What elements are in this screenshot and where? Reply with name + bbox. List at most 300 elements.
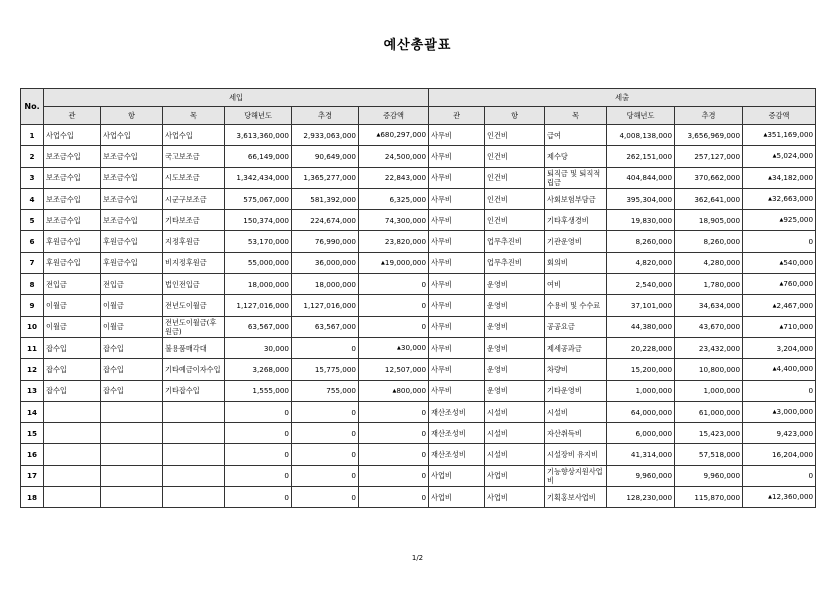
diff-value: 0	[421, 428, 427, 438]
expense-hang-cell: 운영비	[485, 295, 545, 316]
row-number: 9	[21, 295, 44, 316]
income-revised-cell: 0	[292, 423, 359, 444]
expense-revised-cell: 61,000,000	[675, 401, 743, 422]
expense-hang-cell: 인건비	[485, 188, 545, 209]
expense-hang-cell: 인건비	[485, 210, 545, 231]
header-expense-hang: 항	[485, 107, 545, 125]
expense-mok-cell: 기획홍보사업비	[545, 487, 607, 508]
expense-diff-cell	[743, 465, 816, 486]
expense-current-cell: 44,380,000	[607, 316, 675, 337]
expense-revised-cell: 370,662,000	[675, 167, 743, 188]
expense-hang-cell: 업무추진비	[485, 252, 545, 273]
expense-mok-cell: 기관운영비	[545, 231, 607, 252]
income-diff-cell	[359, 359, 429, 380]
decrease-mark-icon: ▲	[772, 153, 777, 160]
income-revised-cell: 15,775,000	[292, 359, 359, 380]
row-number: 15	[21, 423, 44, 444]
row-number: 1	[21, 125, 44, 146]
income-revised-cell: 581,392,000	[292, 188, 359, 209]
expense-hang-cell: 운영비	[485, 380, 545, 401]
expense-gwan-cell: 사무비	[429, 252, 485, 273]
income-diff-cell	[359, 316, 429, 337]
diff-value: 30,000	[400, 343, 427, 353]
expense-current-cell: 15,200,000	[607, 359, 675, 380]
diff-value: 0	[421, 301, 427, 311]
decrease-mark-icon: ▲	[779, 217, 784, 224]
income-revised-cell: 0	[292, 337, 359, 358]
table-row	[21, 359, 816, 380]
income-mok-cell	[163, 487, 225, 508]
table-row	[21, 380, 816, 401]
header-expense-mok: 목	[545, 107, 607, 125]
diff-value: 9,423,000	[776, 428, 814, 438]
table-row	[21, 316, 816, 337]
expense-diff-cell	[743, 274, 816, 295]
table-row	[21, 444, 816, 465]
expense-diff-cell	[743, 210, 816, 231]
expense-mok-cell: 퇴직금 및 퇴직적립금	[545, 167, 607, 188]
expense-current-cell: 20,228,000	[607, 337, 675, 358]
income-current-cell: 575,067,000	[225, 188, 292, 209]
expense-revised-cell: 18,905,000	[675, 210, 743, 231]
income-gwan-cell: 보조금수입	[44, 167, 101, 188]
expense-mok-cell: 기타운영비	[545, 380, 607, 401]
decrease-mark-icon: ▲	[772, 302, 777, 309]
income-gwan-cell: 후원금수입	[44, 252, 101, 273]
expense-revised-cell: 257,127,000	[675, 146, 743, 167]
income-mok-cell: 기타잡수입	[163, 380, 225, 401]
income-gwan-cell: 전입금	[44, 274, 101, 295]
income-mok-cell: 비지정후원금	[163, 252, 225, 273]
income-hang-cell: 후원금수입	[101, 252, 163, 273]
header-expense-gwan: 관	[429, 107, 485, 125]
expense-hang-cell: 인건비	[485, 167, 545, 188]
expense-gwan-cell: 사무비	[429, 295, 485, 316]
header-income-hang: 항	[101, 107, 163, 125]
expense-diff-cell	[743, 444, 816, 465]
expense-hang-cell: 시설비	[485, 423, 545, 444]
income-current-cell: 63,567,000	[225, 316, 292, 337]
income-gwan-cell: 보조금수입	[44, 146, 101, 167]
table-row	[21, 337, 816, 358]
expense-revised-cell: 8,260,000	[675, 231, 743, 252]
header-expense-group: 세출	[429, 89, 816, 107]
income-diff-cell	[359, 188, 429, 209]
income-gwan-cell: 사업수입	[44, 125, 101, 146]
expense-hang-cell: 사업비	[485, 487, 545, 508]
row-number: 17	[21, 465, 44, 486]
row-number: 8	[21, 274, 44, 295]
expense-diff-cell	[743, 380, 816, 401]
expense-mok-cell: 기타후생경비	[545, 210, 607, 231]
expense-revised-cell: 10,800,000	[675, 359, 743, 380]
expense-current-cell: 8,260,000	[607, 231, 675, 252]
income-current-cell: 0	[225, 401, 292, 422]
income-hang-cell: 잡수입	[101, 359, 163, 380]
income-gwan-cell	[44, 465, 101, 486]
decrease-mark-icon: ▲	[772, 366, 777, 373]
income-hang-cell: 사업수입	[101, 125, 163, 146]
income-diff-cell	[359, 210, 429, 231]
diff-value: 3,204,000	[776, 343, 814, 353]
income-diff-cell	[359, 465, 429, 486]
income-mok-cell: 불용품매각대	[163, 337, 225, 358]
expense-diff-cell	[743, 316, 816, 337]
income-hang-cell: 전입금	[101, 274, 163, 295]
expense-mok-cell: 사회보험부담금	[545, 188, 607, 209]
income-gwan-cell	[44, 444, 101, 465]
income-revised-cell: 0	[292, 465, 359, 486]
income-gwan-cell: 이월금	[44, 295, 101, 316]
expense-gwan-cell: 사무비	[429, 337, 485, 358]
decrease-mark-icon: ▲	[768, 196, 772, 203]
diff-value: 760,000	[783, 279, 814, 289]
expense-mok-cell: 여비	[545, 274, 607, 295]
diff-value: 5,024,000	[776, 151, 814, 161]
table-row	[21, 423, 816, 444]
expense-mok-cell: 공공요금	[545, 316, 607, 337]
expense-gwan-cell: 사무비	[429, 316, 485, 337]
row-number: 14	[21, 401, 44, 422]
expense-diff-cell	[743, 146, 816, 167]
income-revised-cell: 0	[292, 487, 359, 508]
income-mok-cell: 시군구보조금	[163, 188, 225, 209]
table-row	[21, 146, 816, 167]
income-current-cell: 3,613,360,000	[225, 125, 292, 146]
diff-value: 0	[808, 471, 814, 481]
page-number: 1/2	[411, 554, 424, 562]
diff-value: 24,500,000	[384, 151, 427, 161]
expense-diff-cell	[743, 401, 816, 422]
budget-summary-table	[20, 88, 816, 508]
expense-mok-cell: 시설비	[545, 401, 607, 422]
decrease-mark-icon: ▲	[768, 174, 772, 181]
income-diff-cell	[359, 252, 429, 273]
expense-current-cell: 395,304,000	[607, 188, 675, 209]
income-mok-cell: 전년도이월금(후원금)	[163, 316, 225, 337]
income-gwan-cell	[44, 423, 101, 444]
expense-current-cell: 9,960,000	[607, 465, 675, 486]
income-mok-cell: 법인전입금	[163, 274, 225, 295]
table-row	[21, 465, 816, 486]
expense-gwan-cell: 사무비	[429, 231, 485, 252]
row-number: 7	[21, 252, 44, 273]
income-mok-cell: 지정후원금	[163, 231, 225, 252]
income-mok-cell: 기타예금이자수입	[163, 359, 225, 380]
expense-current-cell: 4,008,138,000	[607, 125, 675, 146]
income-diff-cell	[359, 125, 429, 146]
income-gwan-cell: 후원금수입	[44, 231, 101, 252]
expense-diff-cell	[743, 252, 816, 273]
table-row	[21, 231, 816, 252]
row-number: 3	[21, 167, 44, 188]
income-gwan-cell: 보조금수입	[44, 188, 101, 209]
expense-hang-cell: 인건비	[485, 146, 545, 167]
income-current-cell: 53,170,000	[225, 231, 292, 252]
income-diff-cell	[359, 231, 429, 252]
expense-diff-cell	[743, 423, 816, 444]
row-number: 12	[21, 359, 44, 380]
diff-value: 4,400,000	[776, 364, 814, 374]
income-revised-cell: 1,127,016,000	[292, 295, 359, 316]
expense-mok-cell: 차량비	[545, 359, 607, 380]
document-title: 예산총괄표	[383, 38, 452, 53]
row-number: 10	[21, 316, 44, 337]
header-expense-current: 당해년도	[607, 107, 675, 125]
diff-value: 23,820,000	[384, 237, 427, 247]
income-diff-cell	[359, 380, 429, 401]
expense-mok-cell: 제수당	[545, 146, 607, 167]
income-revised-cell: 0	[292, 444, 359, 465]
income-gwan-cell: 잡수입	[44, 380, 101, 401]
expense-diff-cell	[743, 125, 816, 146]
expense-revised-cell: 23,432,000	[675, 337, 743, 358]
expense-diff-cell	[743, 295, 816, 316]
income-hang-cell	[101, 465, 163, 486]
expense-current-cell: 6,000,000	[607, 423, 675, 444]
expense-revised-cell: 115,870,000	[675, 487, 743, 508]
table-row	[21, 188, 816, 209]
income-current-cell: 0	[225, 487, 292, 508]
expense-revised-cell: 15,423,000	[675, 423, 743, 444]
row-number: 6	[21, 231, 44, 252]
income-revised-cell: 76,990,000	[292, 231, 359, 252]
income-current-cell: 66,149,000	[225, 146, 292, 167]
expense-hang-cell: 업무추진비	[485, 231, 545, 252]
expense-revised-cell: 362,641,000	[675, 188, 743, 209]
expense-current-cell: 4,820,000	[607, 252, 675, 273]
header-income-group: 세입	[44, 89, 429, 107]
income-gwan-cell	[44, 401, 101, 422]
diff-value: 34,182,000	[771, 172, 814, 182]
decrease-mark-icon: ▲	[392, 387, 397, 394]
expense-diff-cell	[743, 167, 816, 188]
expense-hang-cell: 운영비	[485, 337, 545, 358]
expense-gwan-cell: 사무비	[429, 125, 485, 146]
income-revised-cell: 18,000,000	[292, 274, 359, 295]
diff-value: 16,204,000	[771, 450, 814, 460]
expense-mok-cell: 자산취득비	[545, 423, 607, 444]
header-income-current: 당해년도	[225, 107, 292, 125]
expense-revised-cell: 3,656,969,000	[675, 125, 743, 146]
diff-value: 12,360,000	[771, 492, 814, 502]
diff-value: 32,663,000	[771, 194, 814, 204]
expense-gwan-cell: 사무비	[429, 380, 485, 401]
income-gwan-cell	[44, 487, 101, 508]
expense-diff-cell	[743, 359, 816, 380]
header-income-mok: 목	[163, 107, 225, 125]
income-hang-cell	[101, 487, 163, 508]
row-number: 5	[21, 210, 44, 231]
income-current-cell: 1,127,016,000	[225, 295, 292, 316]
income-current-cell: 30,000	[225, 337, 292, 358]
diff-value: 19,000,000	[384, 257, 427, 267]
income-gwan-cell: 잡수입	[44, 359, 101, 380]
diff-value: 351,169,000	[767, 130, 814, 140]
income-hang-cell	[101, 444, 163, 465]
diff-value: 2,467,000	[776, 300, 814, 310]
income-current-cell: 1,342,434,000	[225, 167, 292, 188]
income-revised-cell: 755,000	[292, 380, 359, 401]
diff-value: 6,325,000	[389, 194, 427, 204]
expense-diff-cell	[743, 231, 816, 252]
expense-revised-cell: 57,518,000	[675, 444, 743, 465]
header-no: No.	[21, 89, 44, 125]
diff-value: 0	[421, 322, 427, 332]
expense-gwan-cell: 사무비	[429, 167, 485, 188]
diff-value: 0	[421, 492, 427, 502]
expense-current-cell: 404,844,000	[607, 167, 675, 188]
expense-revised-cell: 43,670,000	[675, 316, 743, 337]
expense-current-cell: 64,000,000	[607, 401, 675, 422]
income-revised-cell: 2,933,063,000	[292, 125, 359, 146]
expense-hang-cell: 사업비	[485, 465, 545, 486]
expense-hang-cell: 운영비	[485, 359, 545, 380]
diff-value: 0	[421, 450, 427, 460]
diff-value: 0	[421, 279, 427, 289]
income-revised-cell: 36,000,000	[292, 252, 359, 273]
expense-revised-cell: 1,780,000	[675, 274, 743, 295]
table-row	[21, 210, 816, 231]
income-current-cell: 0	[225, 465, 292, 486]
expense-diff-cell	[743, 337, 816, 358]
income-diff-cell	[359, 487, 429, 508]
expense-gwan-cell: 사업비	[429, 487, 485, 508]
expense-mok-cell: 회의비	[545, 252, 607, 273]
diff-value: 0	[421, 471, 427, 481]
diff-value: 0	[808, 237, 814, 247]
header-income-revised: 추경	[292, 107, 359, 125]
diff-value: 540,000	[783, 257, 814, 267]
income-mok-cell	[163, 444, 225, 465]
expense-gwan-cell: 재산조성비	[429, 444, 485, 465]
income-hang-cell: 이월금	[101, 316, 163, 337]
income-current-cell: 0	[225, 423, 292, 444]
income-revised-cell: 0	[292, 401, 359, 422]
expense-current-cell: 19,830,000	[607, 210, 675, 231]
row-number: 11	[21, 337, 44, 358]
decrease-mark-icon: ▲	[779, 281, 784, 288]
expense-gwan-cell: 사무비	[429, 210, 485, 231]
table-row	[21, 274, 816, 295]
expense-hang-cell: 시설비	[485, 444, 545, 465]
expense-diff-cell	[743, 487, 816, 508]
table-body	[21, 125, 816, 508]
diff-value: 925,000	[783, 215, 814, 225]
diff-value: 22,843,000	[384, 173, 427, 183]
expense-current-cell: 262,151,000	[607, 146, 675, 167]
expense-gwan-cell: 재산조성비	[429, 423, 485, 444]
expense-mok-cell: 수용비 및 수수료	[545, 295, 607, 316]
expense-gwan-cell: 재산조성비	[429, 401, 485, 422]
income-mok-cell	[163, 401, 225, 422]
expense-mok-cell: 시설장비 유지비	[545, 444, 607, 465]
income-hang-cell	[101, 423, 163, 444]
expense-gwan-cell: 사무비	[429, 359, 485, 380]
income-hang-cell: 보조금수입	[101, 167, 163, 188]
diff-value: 710,000	[783, 321, 814, 331]
expense-hang-cell: 시설비	[485, 401, 545, 422]
expense-gwan-cell: 사무비	[429, 146, 485, 167]
diff-value: 800,000	[396, 385, 427, 395]
income-current-cell: 55,000,000	[225, 252, 292, 273]
income-mok-cell: 사업수입	[163, 125, 225, 146]
expense-current-cell: 37,101,000	[607, 295, 675, 316]
income-gwan-cell: 보조금수입	[44, 210, 101, 231]
row-number: 4	[21, 188, 44, 209]
income-mok-cell: 국고보조금	[163, 146, 225, 167]
income-diff-cell	[359, 295, 429, 316]
expense-mok-cell: 제세공과금	[545, 337, 607, 358]
income-gwan-cell: 잡수입	[44, 337, 101, 358]
header-expense-revised: 추경	[675, 107, 743, 125]
income-hang-cell: 후원금수입	[101, 231, 163, 252]
income-diff-cell	[359, 274, 429, 295]
expense-hang-cell: 운영비	[485, 316, 545, 337]
expense-revised-cell: 34,634,000	[675, 295, 743, 316]
diff-value: 12,507,000	[384, 364, 427, 374]
expense-gwan-cell: 사무비	[429, 188, 485, 209]
expense-diff-cell	[743, 188, 816, 209]
expense-current-cell: 1,000,000	[607, 380, 675, 401]
diff-value: 74,300,000	[384, 215, 427, 225]
expense-current-cell: 128,230,000	[607, 487, 675, 508]
income-diff-cell	[359, 337, 429, 358]
income-current-cell: 3,268,000	[225, 359, 292, 380]
income-revised-cell: 63,567,000	[292, 316, 359, 337]
expense-gwan-cell: 사업비	[429, 465, 485, 486]
decrease-mark-icon: ▲	[779, 323, 784, 330]
table-row	[21, 125, 816, 146]
diff-value: 0	[808, 386, 814, 396]
table-row	[21, 487, 816, 508]
expense-current-cell: 41,314,000	[607, 444, 675, 465]
row-number: 13	[21, 380, 44, 401]
header-expense-diff: 증감액	[743, 107, 816, 125]
income-current-cell: 1,555,000	[225, 380, 292, 401]
income-diff-cell	[359, 146, 429, 167]
income-diff-cell	[359, 444, 429, 465]
decrease-mark-icon: ▲	[768, 494, 772, 501]
expense-revised-cell: 4,280,000	[675, 252, 743, 273]
income-gwan-cell: 이월금	[44, 316, 101, 337]
income-current-cell: 0	[225, 444, 292, 465]
decrease-mark-icon: ▲	[779, 259, 784, 266]
income-current-cell: 18,000,000	[225, 274, 292, 295]
expense-revised-cell: 1,000,000	[675, 380, 743, 401]
decrease-mark-icon: ▲	[376, 132, 381, 139]
decrease-mark-icon: ▲	[763, 132, 768, 139]
income-hang-cell: 잡수입	[101, 380, 163, 401]
diff-value: 680,297,000	[380, 130, 427, 140]
income-mok-cell: 시도보조금	[163, 167, 225, 188]
header-income-diff: 증감액	[359, 107, 429, 125]
diff-value: 3,000,000	[776, 407, 814, 416]
income-diff-cell	[359, 401, 429, 422]
income-revised-cell: 90,649,000	[292, 146, 359, 167]
income-current-cell: 150,374,000	[225, 210, 292, 231]
income-mok-cell	[163, 423, 225, 444]
expense-gwan-cell: 사무비	[429, 274, 485, 295]
table-row	[21, 295, 816, 316]
table-row	[21, 401, 816, 422]
income-revised-cell: 1,365,277,000	[292, 167, 359, 188]
decrease-mark-icon: ▲	[381, 259, 385, 266]
income-diff-cell	[359, 167, 429, 188]
income-revised-cell: 224,674,000	[292, 210, 359, 231]
decrease-mark-icon: ▲	[397, 345, 401, 352]
row-number: 2	[21, 146, 44, 167]
